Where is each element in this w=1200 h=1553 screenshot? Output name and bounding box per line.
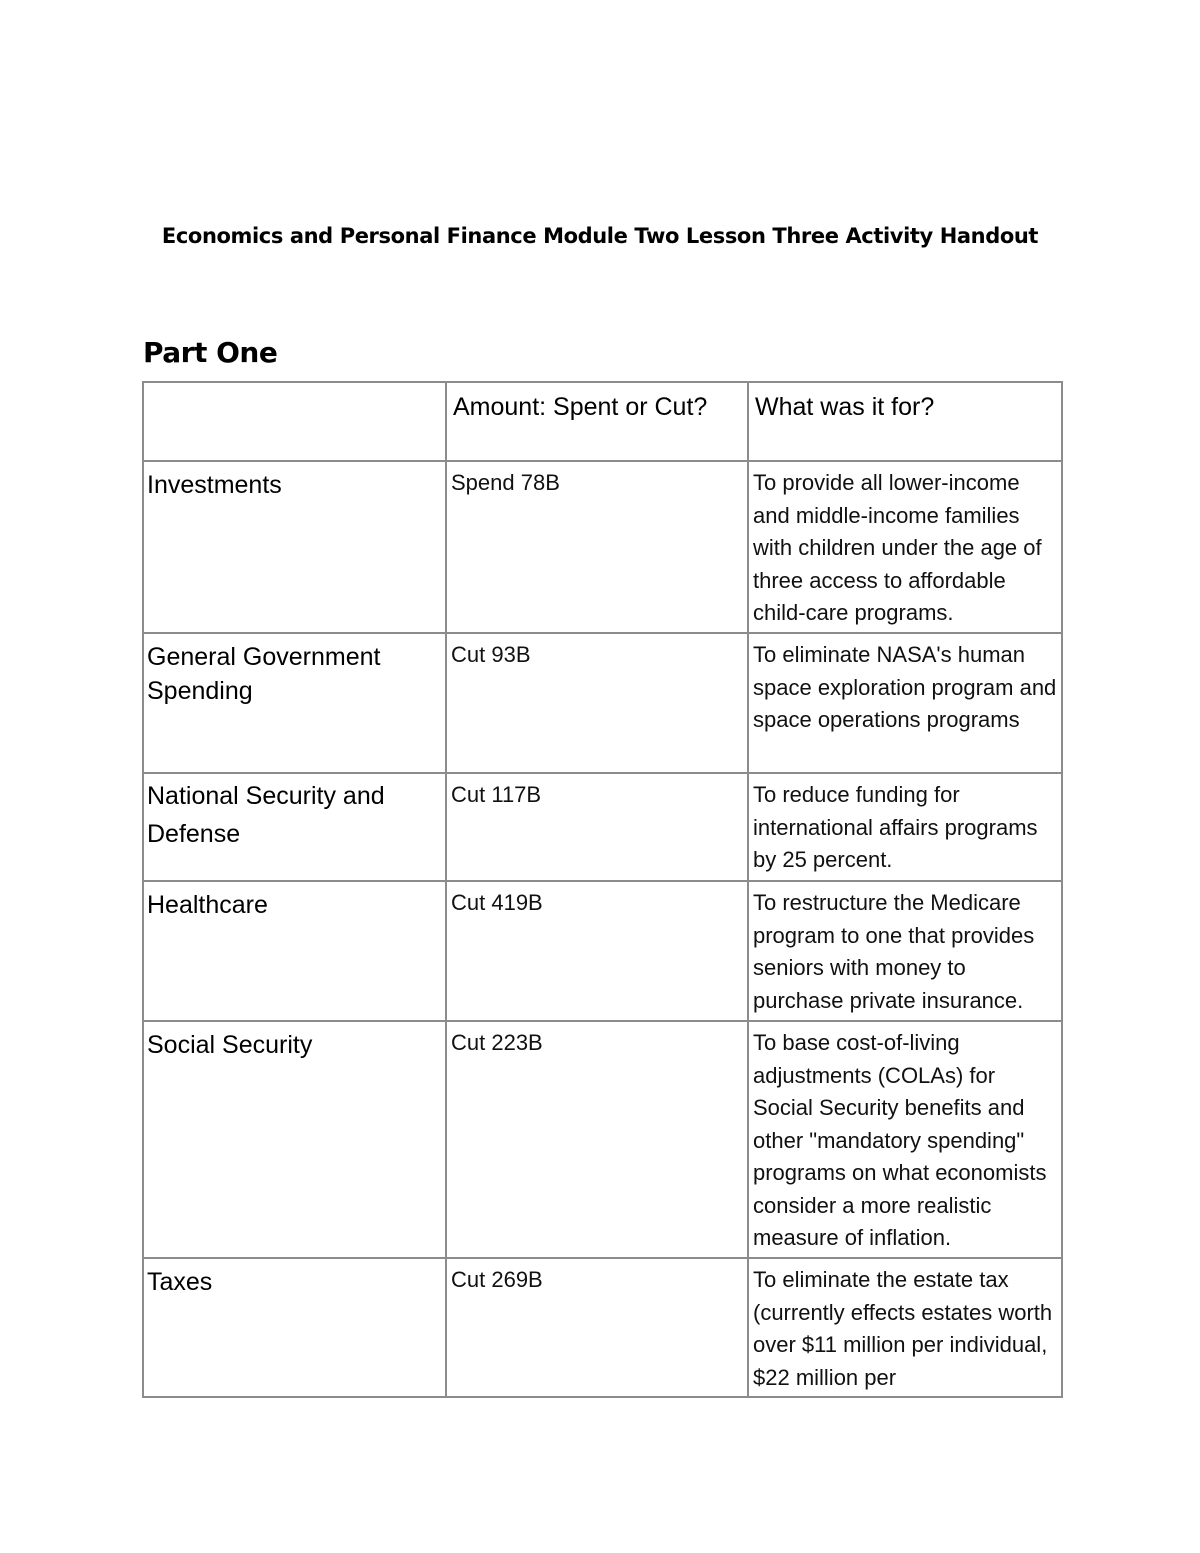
row-amount: Cut 269B bbox=[451, 1267, 543, 1292]
row-amount: Cut 117B bbox=[451, 782, 542, 807]
table-row bbox=[143, 1258, 1062, 1397]
table-row bbox=[143, 881, 1062, 1021]
row-category: Investments bbox=[147, 471, 282, 499]
row-category: National Security and Defense bbox=[147, 782, 385, 848]
header-cell-amount bbox=[446, 382, 748, 461]
header-amount: Amount: Spent or Cut? bbox=[453, 393, 708, 421]
row-amount: Spend 78B bbox=[451, 470, 560, 495]
header-purpose: What was it for? bbox=[755, 393, 935, 421]
row-purpose: To restructure the Medicare program to one that provides seniors with money to purchase private insurance. bbox=[753, 890, 1035, 1013]
row-category: Healthcare bbox=[147, 891, 268, 919]
table-row bbox=[143, 461, 1062, 633]
section-heading: Part One bbox=[143, 336, 278, 369]
row-amount: Cut 93B bbox=[451, 642, 531, 667]
row-purpose: To eliminate the estate tax (currently effects estates worth over $11 million per individual, $22 million per bbox=[753, 1267, 1053, 1390]
row-category: Social Security bbox=[147, 1031, 313, 1059]
row-amount: Cut 223B bbox=[451, 1030, 543, 1055]
row-purpose: To eliminate NASA's human space exploration program and space operations programs bbox=[753, 642, 1057, 732]
row-purpose: To base cost-of-living adjustments (COLAs) for Social Security benefits and other "mandatory spending" programs on what economists consider a more realistic measure of inflation. bbox=[753, 1030, 1047, 1250]
header-cell-blank bbox=[143, 382, 446, 461]
header-cell-purpose bbox=[748, 382, 1062, 461]
budget-table bbox=[142, 381, 1063, 1398]
table-row bbox=[143, 633, 1062, 773]
table-row bbox=[143, 1021, 1062, 1258]
table-row bbox=[143, 773, 1062, 881]
row-purpose: To provide all lower-income and middle-income families with children under the age of three access to affordable child-care programs. bbox=[753, 470, 1042, 625]
table-header-row bbox=[143, 382, 1062, 461]
row-category: General Government Spending bbox=[147, 643, 381, 705]
header-category bbox=[144, 383, 445, 390]
row-category: Taxes bbox=[147, 1268, 213, 1296]
row-purpose: To reduce funding for international affairs programs by 25 percent. bbox=[753, 782, 1038, 872]
row-amount: Cut 419B bbox=[451, 890, 543, 915]
document-title: Economics and Personal Finance Module Two Lesson Three Activity Handout bbox=[161, 224, 1039, 248]
